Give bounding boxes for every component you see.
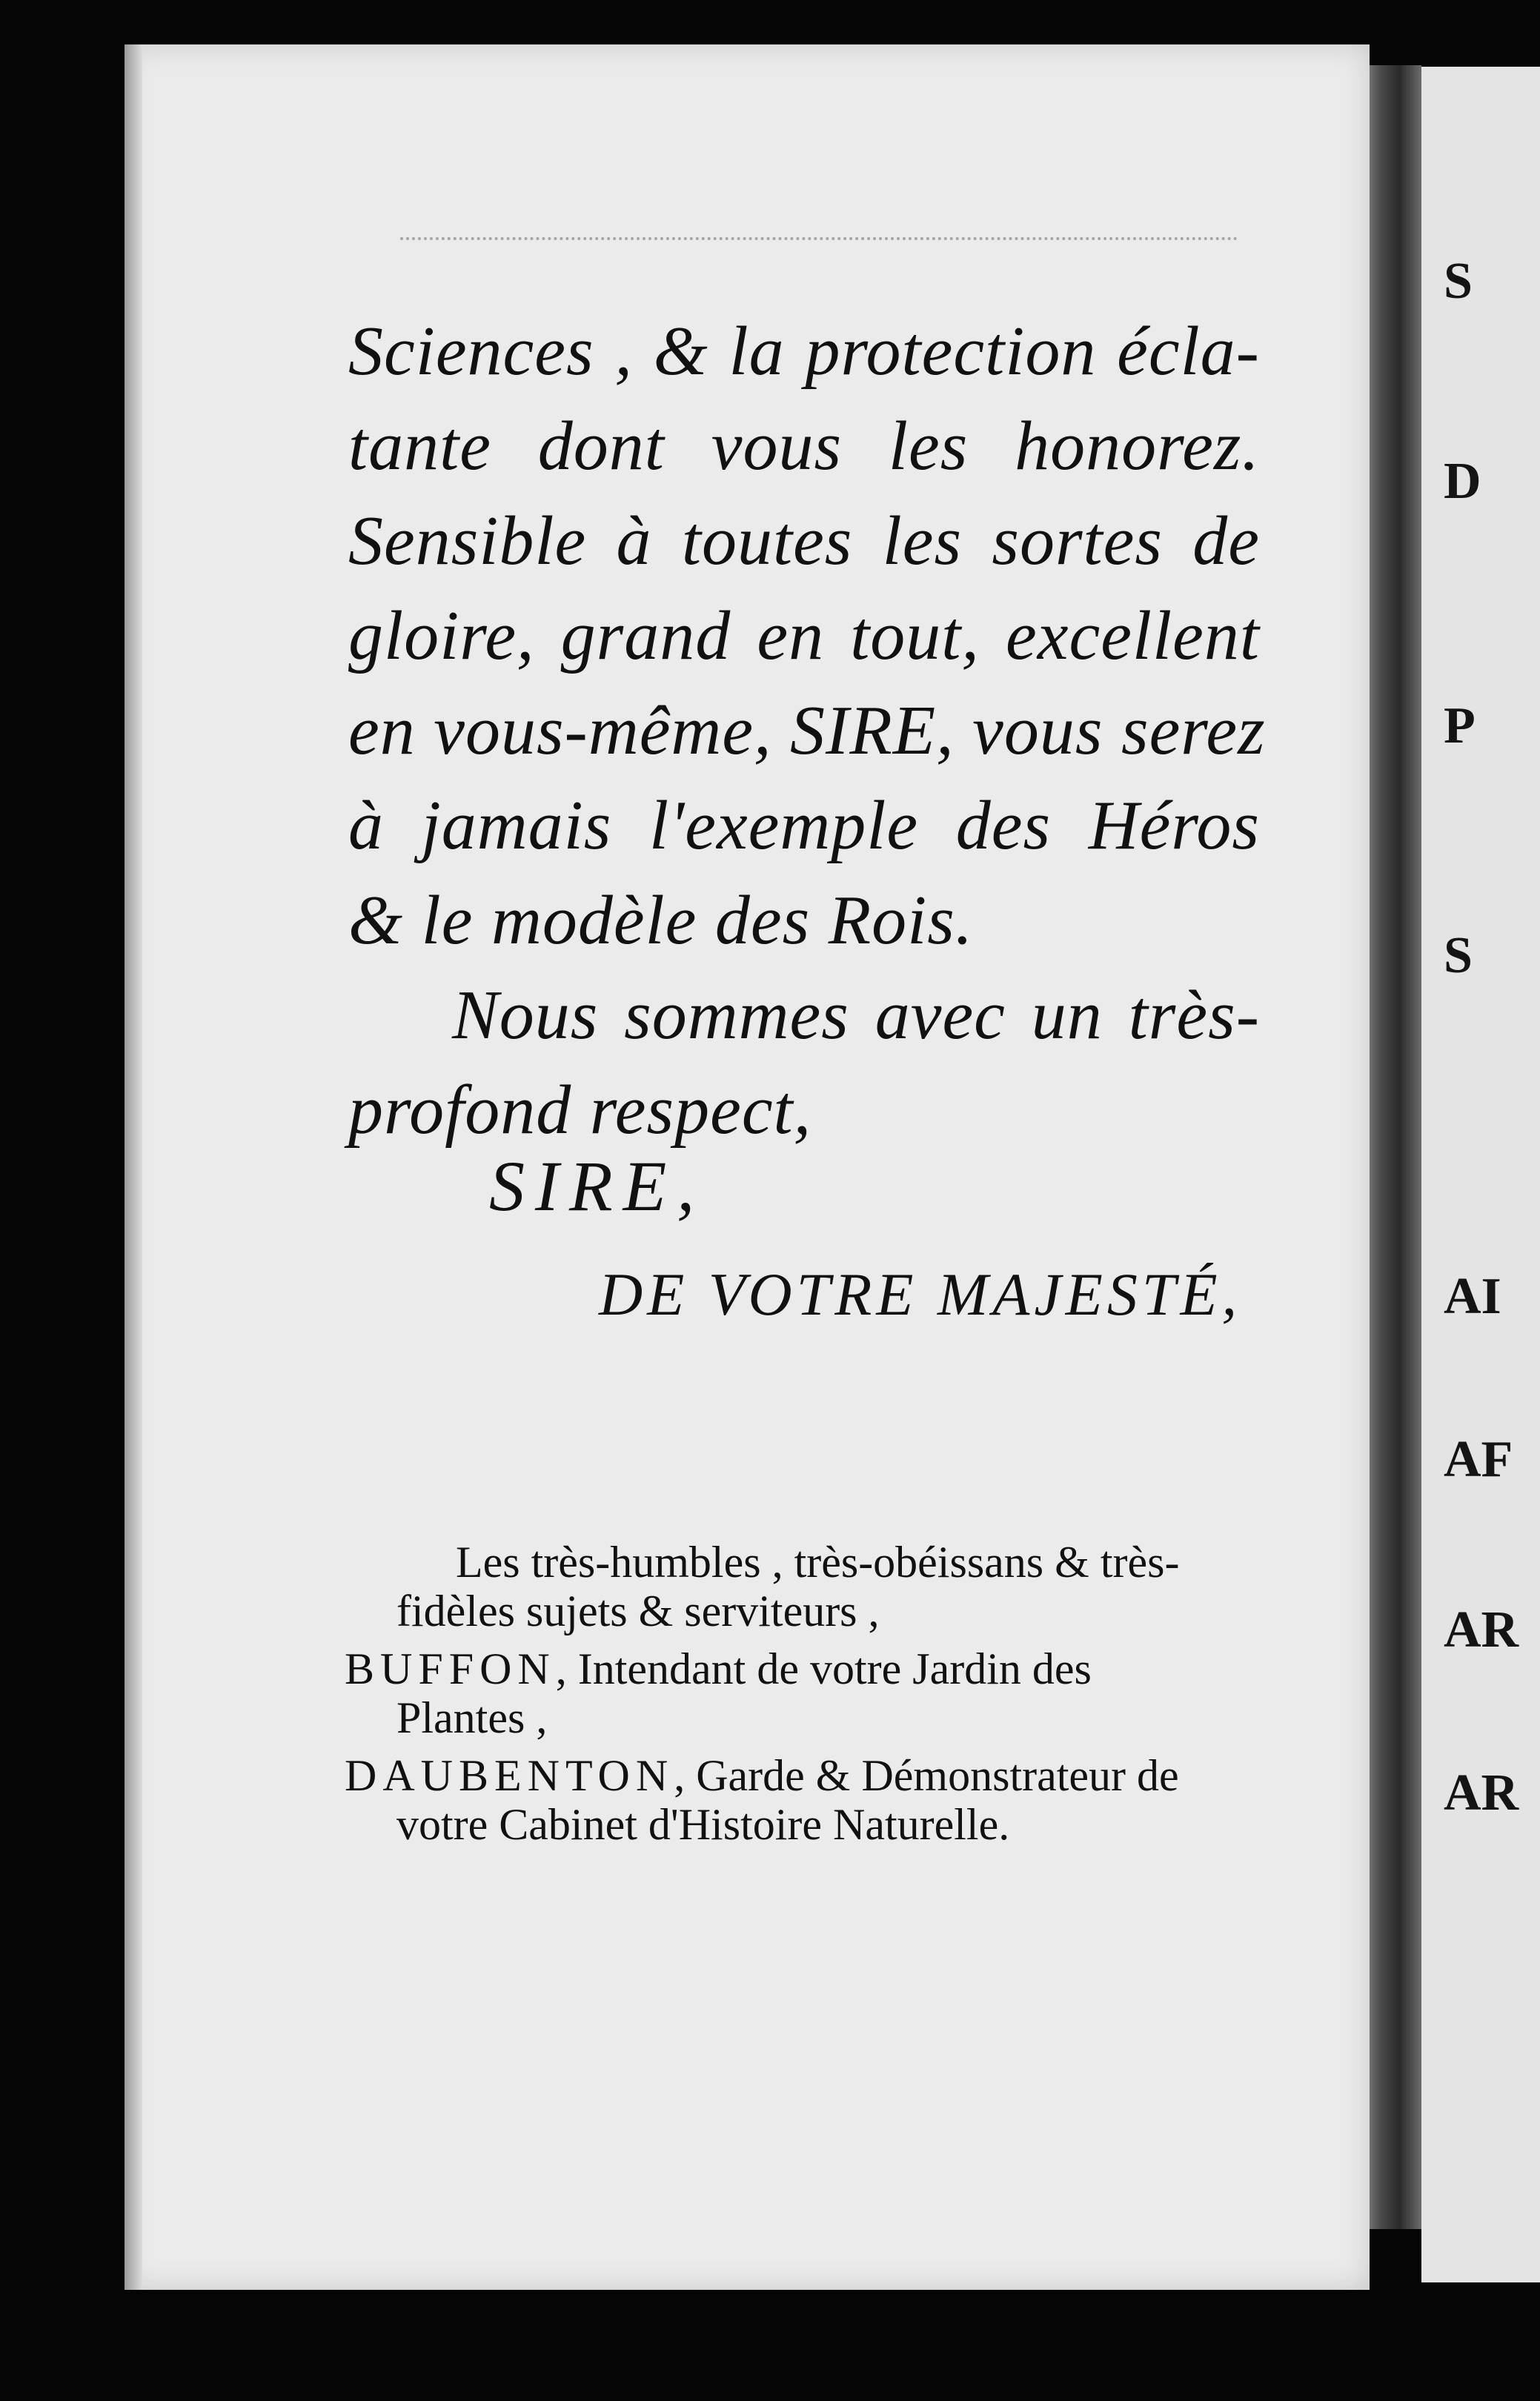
signatory-name: DAUBENTON (345, 1751, 674, 1800)
votre-majeste-line: DE VOTRE MAJESTÉ, (599, 1261, 1242, 1328)
facing-page-fragment: AF (1444, 1431, 1513, 1488)
signatory-buffon (345, 1644, 1241, 1742)
facing-page-fragment: P (1444, 697, 1476, 754)
signatories-block (345, 1538, 1241, 1858)
signatories-intro (345, 1538, 1241, 1635)
dedication-line: Sciences , & la protection écla- (348, 313, 1260, 390)
dedication-line: à jamais l'exemple des Héros (348, 787, 1260, 864)
bleed-through-dots (400, 237, 1238, 270)
facing-page-fragment: D (1444, 453, 1481, 510)
closing-line: Nous sommes avec un très- (452, 977, 1260, 1054)
signatories-intro-line1: Les très-humbles , très-obéissans & très- (456, 1538, 1180, 1587)
dedication-text (348, 304, 1266, 1158)
page-edge (125, 44, 142, 2290)
salutation-sire: SIRE, (489, 1146, 706, 1226)
dedication-line: & le modèle des Rois. (348, 882, 974, 959)
facing-page-fragment: AR (1444, 1764, 1519, 1821)
signatory-daubenton (345, 1751, 1241, 1849)
facing-page-edge (1421, 67, 1540, 2282)
signatory-title-cont: votre Cabinet d'Histoire Naturelle. (396, 1800, 1010, 1849)
signatory-title: , Garde & Démonstrateur de (674, 1751, 1179, 1800)
facing-page-fragment: AR (1444, 1601, 1519, 1658)
facing-page-fragment: AI (1444, 1268, 1501, 1325)
facing-page-fragment: S (1444, 253, 1473, 310)
dedication-line: Sensible à toutes les sortes de (348, 502, 1260, 580)
dedication-line: tante dont vous les honorez. (348, 408, 1260, 485)
signatory-name: BUFFON (345, 1644, 556, 1693)
facing-page-fragment: S (1444, 927, 1473, 984)
dedication-line: en vous-même, SIRE, vous serez (348, 692, 1266, 769)
signatory-title: , Intendant de votre Jardin des (555, 1644, 1092, 1693)
closing-line: profond respect, (348, 1072, 812, 1149)
signatory-title-cont: Plantes , (396, 1693, 548, 1742)
dedication-line: gloire, grand en tout, excellent (348, 597, 1260, 674)
signatories-intro-line2: fidèles sujets & serviteurs , (396, 1587, 880, 1635)
